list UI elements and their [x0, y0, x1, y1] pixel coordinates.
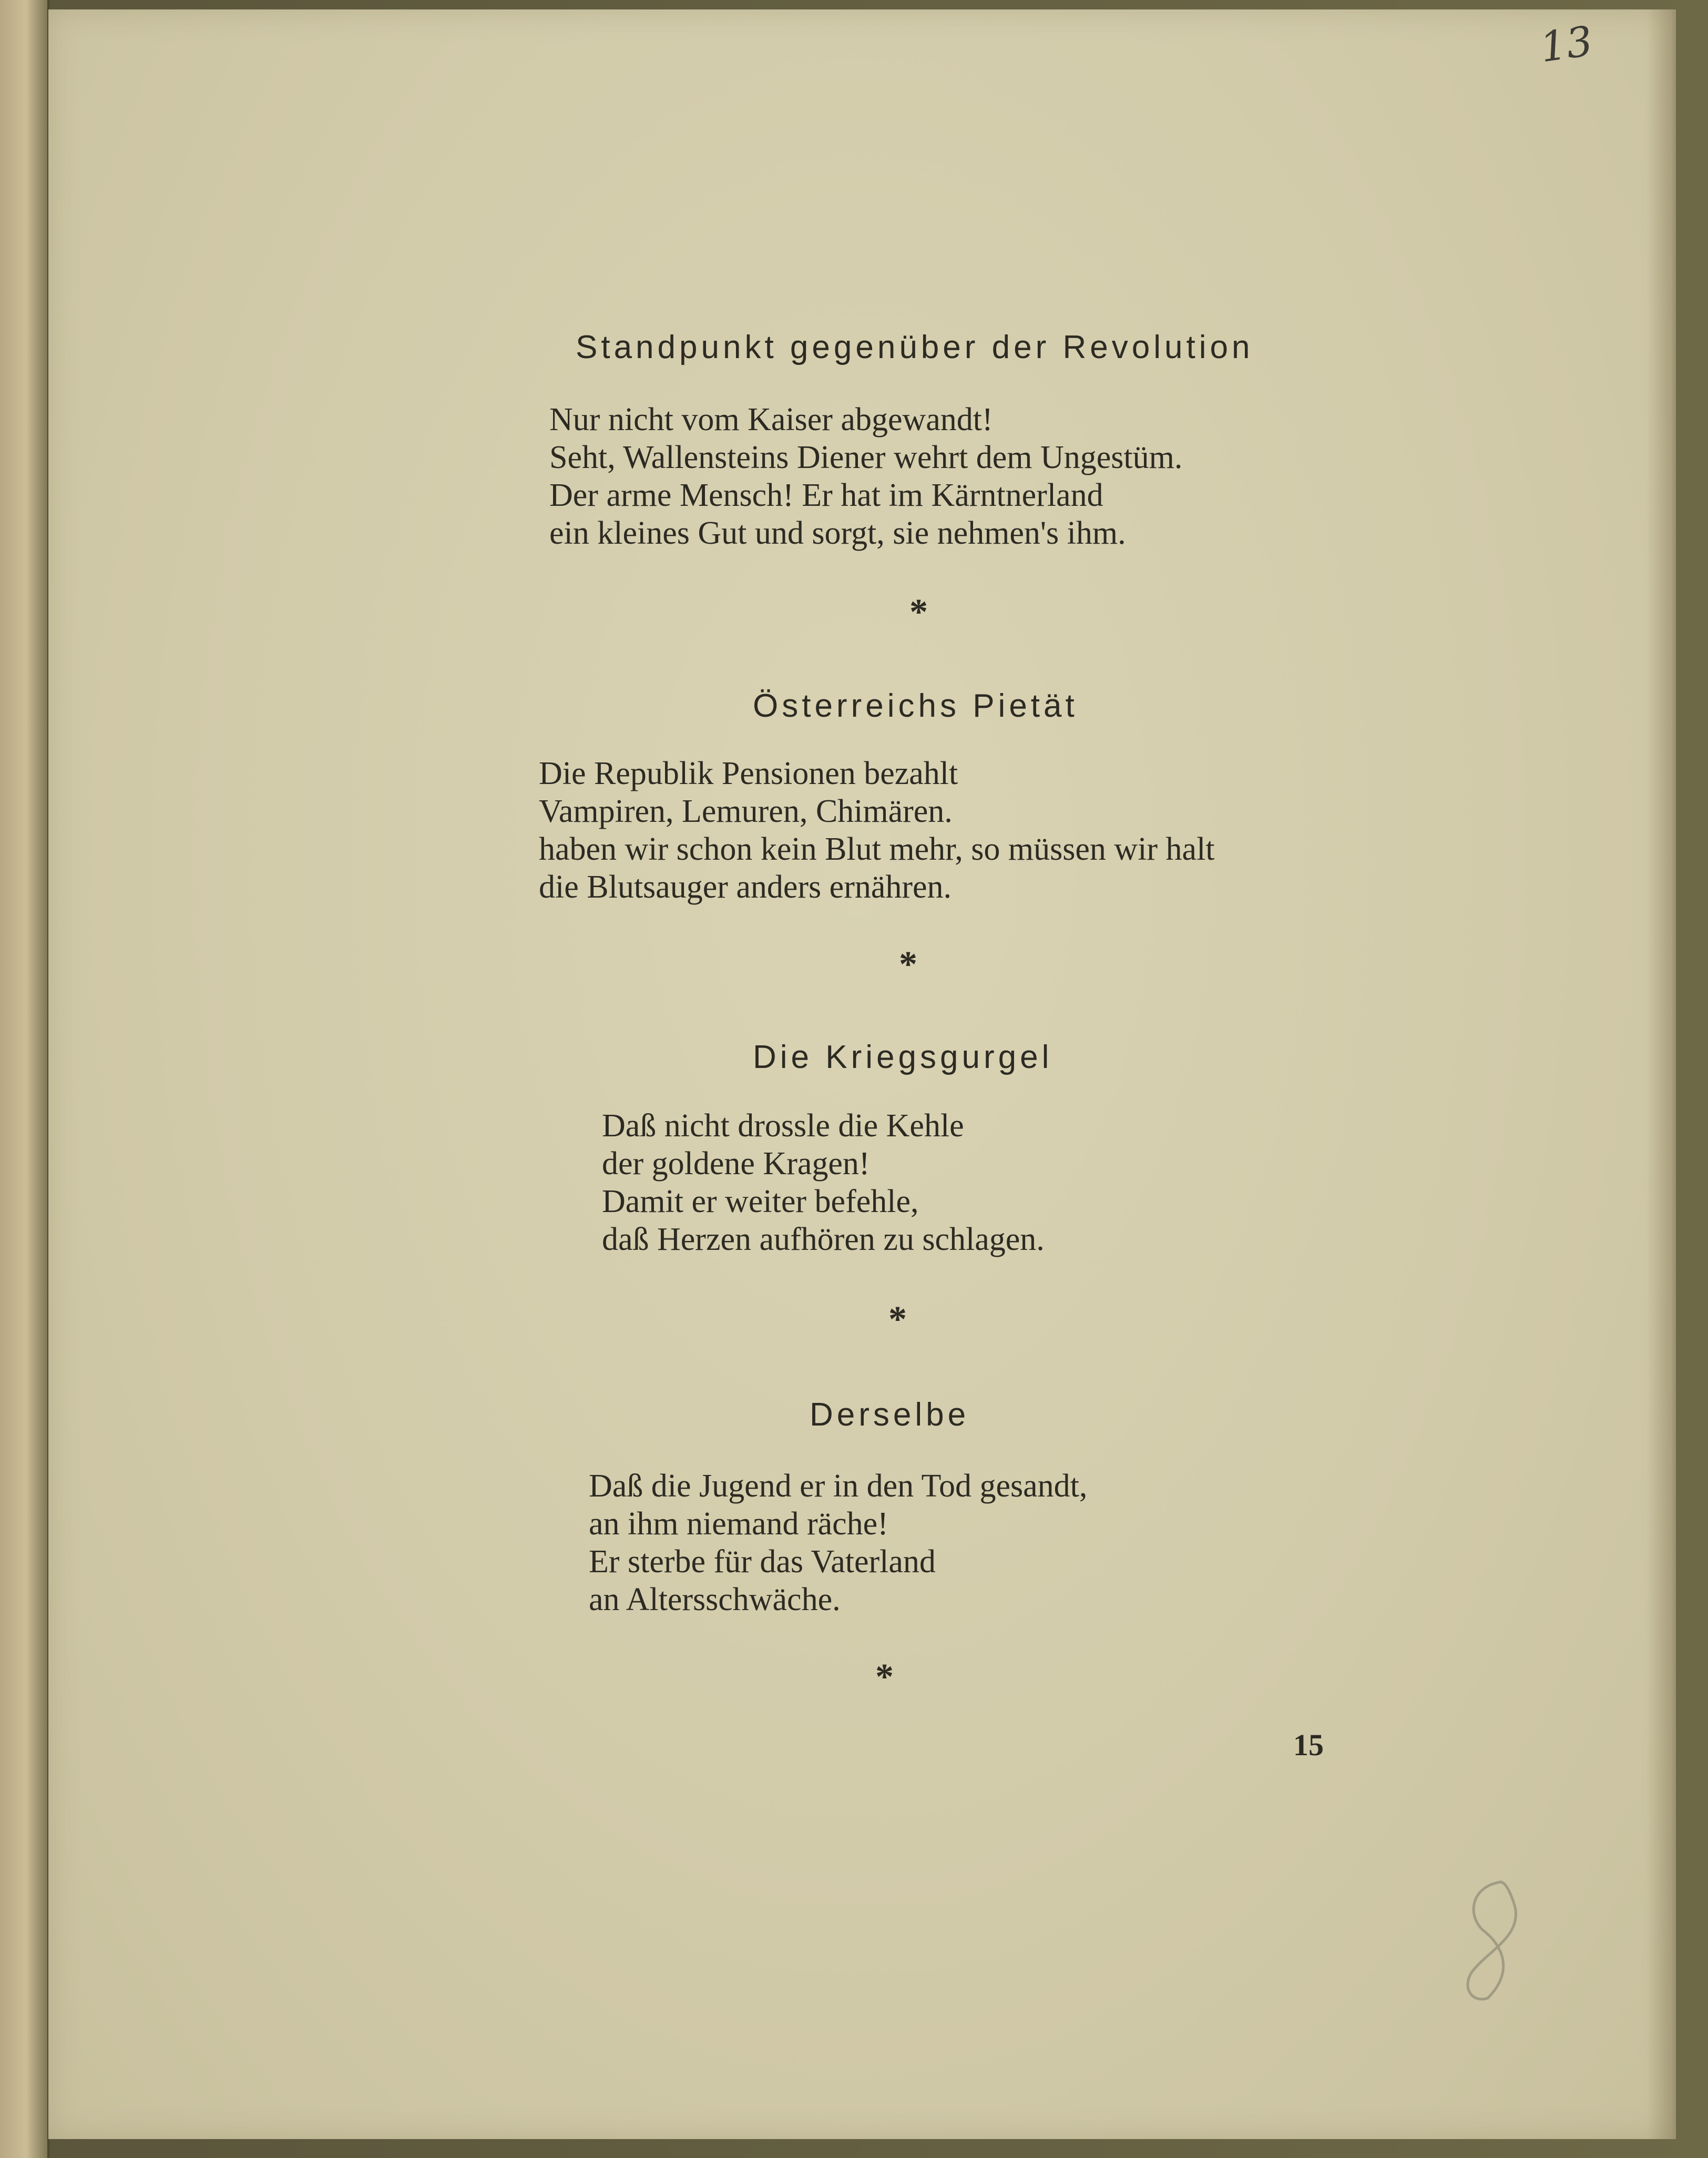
- handwritten-folio-number: 13: [1537, 17, 1596, 72]
- verse-line: Nur nicht vom Kaiser abgewandt!: [549, 402, 993, 437]
- section-separator: *: [909, 592, 928, 633]
- verse-line: ein kleines Gut und sorgt, sie nehmen's ihm.: [549, 515, 1126, 551]
- previous-page-edge: [0, 0, 49, 2158]
- verse-line: Daß nicht drossle die Kehle: [602, 1108, 964, 1144]
- section-separator: *: [899, 944, 917, 985]
- verse-line: Damit er weiter befehle,: [602, 1184, 919, 1219]
- verse-line: an Altersschwäche.: [589, 1582, 841, 1617]
- verse-line: an ihm niemand räche!: [589, 1506, 888, 1542]
- verse-line: Der arme Mensch! Er hat im Kärntnerland: [549, 477, 1103, 513]
- verse-line: Daß die Jugend er in den Tod gesandt,: [589, 1468, 1088, 1504]
- poem-title-standpunkt: Standpunkt gegenüber der Revolution: [576, 329, 1254, 365]
- poem-body-die-kriegsgurgel: [602, 1107, 1045, 1258]
- poem-title-oesterreichs-pietaet: Österreichs Pietät: [753, 688, 1078, 724]
- poem-body-oesterreichs-pietaet: [539, 755, 1215, 906]
- page-edge-shadow: [1646, 9, 1673, 2139]
- verse-line: die Blutsauger anders ernähren.: [539, 869, 952, 905]
- poem-title-die-kriegsgurgel: Die Kriegsgurgel: [753, 1039, 1053, 1075]
- verse-line: der goldene Kragen!: [602, 1146, 870, 1182]
- verse-line: Vampiren, Lemuren, Chimären.: [539, 793, 953, 829]
- verse-line: Seht, Wallensteins Diener wehrt dem Ungestüm.: [549, 440, 1183, 475]
- verse-line: daß Herzen aufhören zu schlagen.: [602, 1221, 1045, 1257]
- poem-body-standpunkt: [549, 401, 1182, 552]
- poem-body-derselbe: [589, 1467, 1087, 1618]
- verse-line: Er sterbe für das Vaterland: [589, 1544, 936, 1580]
- verse-line: Die Republik Pensionen bezahlt: [539, 756, 958, 791]
- verse-line: haben wir schon kein Blut mehr, so müssen wir halt: [539, 831, 1215, 867]
- section-separator: *: [875, 1657, 894, 1697]
- pencil-annotation-mark: [1451, 1872, 1535, 2009]
- poem-title-derselbe: Derselbe: [810, 1397, 970, 1433]
- printed-page-number: 15: [1293, 1728, 1324, 1762]
- section-separator: *: [888, 1299, 907, 1340]
